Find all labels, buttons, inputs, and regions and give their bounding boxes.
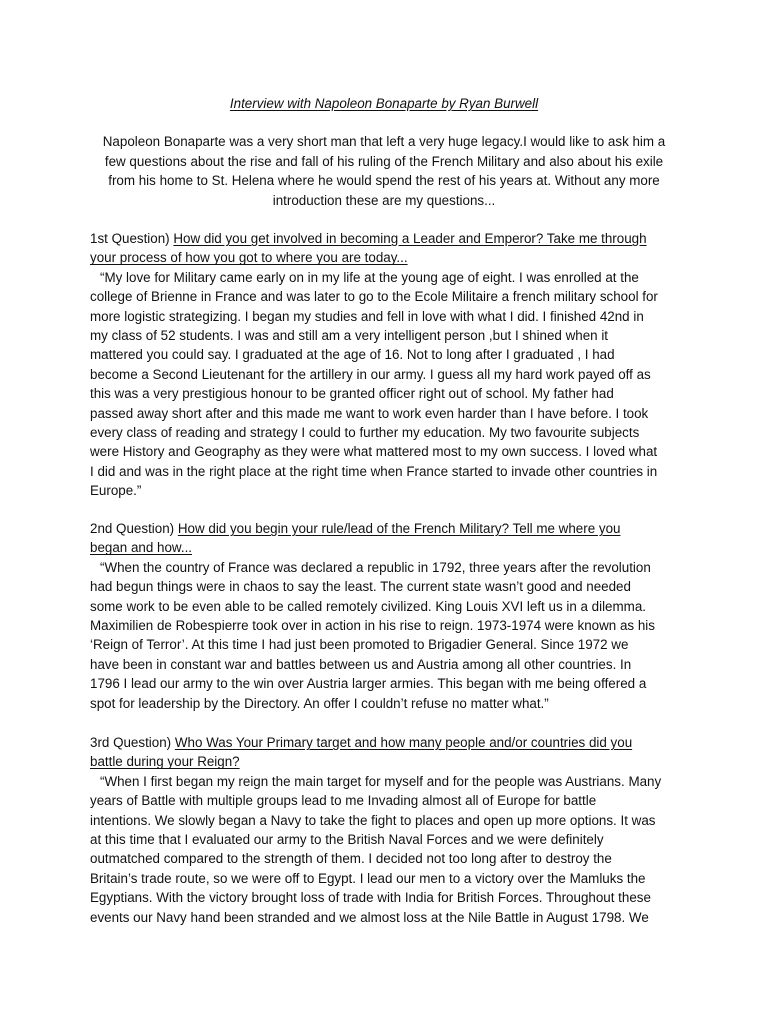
question-line [90,733,690,752]
answer-line: passed away short after and this made me want to work even harder than I have before. I took [90,405,649,421]
document-title: Interview with Napoleon Bonaparte by Ryan Burwell [229,96,539,111]
intro-paragraph [90,132,678,210]
question-block-3 [90,733,690,927]
answer-line: have been in constant war and battles between us and Austria among all other countries. In [90,656,632,672]
answer-line: mattered you could say. I graduated at the age of 16. Not to long after I graduated , I had [90,347,615,363]
answer-line: “When I first began my reign the main target for myself and for the people was Austrians. Many [100,773,662,789]
question-line [90,519,690,538]
answer-line: “When the country of France was declared a republic in 1792, three years after the revolution [100,559,651,575]
question-text: Who Was Your Primary target and how many people and/or countries did you [174,735,633,750]
question-line [90,229,690,248]
answer-line: 1796 I lead our army to the win over Austria larger armies. This began with me being offered a [90,676,647,692]
answer-line: I did and was in the right place at the right time when France started to invade other countries in [90,463,658,479]
intro-line: from his home to St. Helena where he would spend the rest of his years at. Without any more [108,173,660,188]
question-text: your process of how you got to where you are today... [90,250,408,266]
answer-line: Britain’s trade route, so we were off to Egypt. I lead our men to a victory over the Mamluks the [90,870,646,886]
answer-line: every class of reading and strategy I could to further my education. My two favourite subjects [90,425,640,441]
answer-line: had begun things were in chaos to say the least. The current state wasn’t good and needed [90,579,631,595]
question-text: began and how... [90,540,193,556]
answer-line: become a Second Lieutenant for the artillery in our army. I guess all my hard work payed off as [90,366,651,382]
question-text: How did you begin your rule/lead of the French Military? Tell me where you [177,521,621,536]
answer-line: outmatched compared to the strength of them. I decided not too long after to destroy the [90,851,612,867]
answer-line: events our Navy hand been stranded and we almost loss at the Nile Battle in August 1798. We [90,909,649,925]
question-block-1 [90,229,690,501]
answer-line: ‘Reign of Terror’. At this time I had just been promoted to Brigadier General. Since 1972 we [90,637,629,653]
question-text: battle during your Reign? [90,754,240,770]
intro-line: few questions about the rise and fall of his ruling of the French Military and also about his exile [104,153,664,169]
answer-line: this was a very prestigious honour to be granted officer right out of school. My father had [90,386,614,402]
answer-line: more logistic strategizing. I began my studies and fell in love with what I did. I finished 42nd in [90,308,644,324]
answer-line: years of Battle with multiple groups lead to me Invading almost all of Europe for battle [90,793,597,809]
question-label: 2nd Question) [90,521,175,536]
question-text: How did you get involved in becoming a Leader and Emperor? Take me through [173,231,647,246]
question-block-2 [90,519,690,713]
answer-line: college of Brienne in France and was later to go to the Ecole Militaire a french military school for [90,289,658,305]
answer-line: some work to be even able to be called remotely civilized. King Louis XVI left us in a dilemma. [90,598,646,614]
answer-line: intentions. We slowly began a Navy to take the fight to places and open up more options. It was [90,812,656,828]
answer-line: Maximilien de Robespierre took over in action in his rise to reign. 1973-1974 were known as his [90,618,655,634]
question-label: 3rd Question) [90,735,172,750]
answer-line: Egyptians. With the victory brought loss of trade with India for British Forces. Throughout these [90,890,651,906]
intro-line: Napoleon Bonaparte was a very short man that left a very huge legacy.I would like to ask him a [102,134,666,149]
question-label: 1st Question) [90,231,170,246]
answer-line: Europe.” [90,483,142,499]
answer-line: spot for leadership by the Directory. An offer I couldn’t refuse no matter what.” [90,695,549,711]
answer-line: were History and Geography as they were what mattered most to my own success. I loved what [90,444,658,460]
answer-line: “My love for Military came early on in my life at the young age of eight. I was enrolled at the [100,269,639,285]
answer-line: at this time that I evaluated our army to the British Naval Forces and we were definitely [90,832,604,848]
intro-line: introduction these are my questions... [272,192,496,208]
answer-line: my class of 52 students. I was and still am a very intelligent person ,but I shined when it [90,328,609,344]
